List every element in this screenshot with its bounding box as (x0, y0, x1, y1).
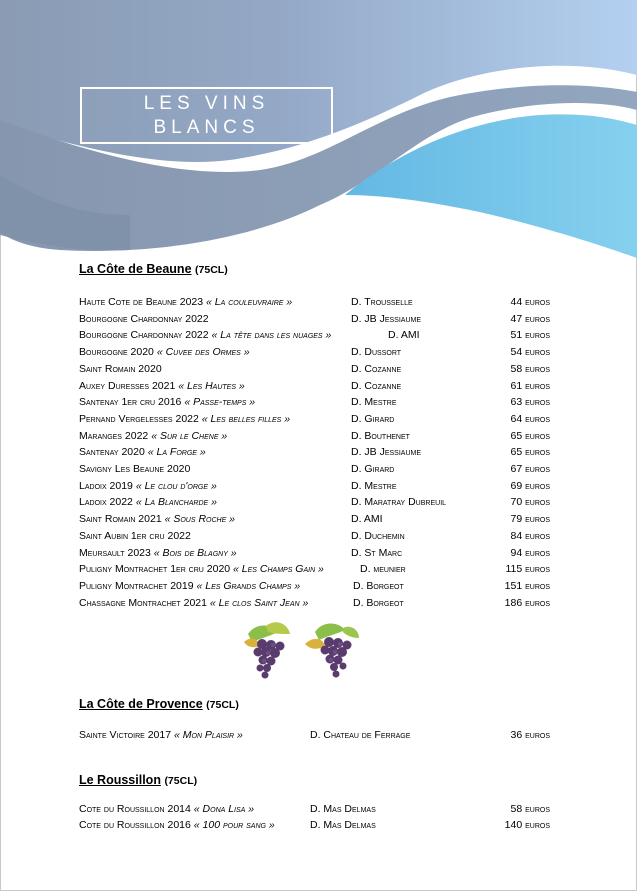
wine-name (79, 729, 243, 741)
wine-row (0, 530, 637, 546)
wine-price: 36 euros (510, 729, 550, 741)
wine-producer: D. Mas Delmas (310, 803, 376, 815)
section-name: La Côte de Provence (79, 697, 203, 711)
wine-name (79, 346, 250, 358)
wine-producer: D. AMI (351, 513, 383, 526)
wine-name (79, 496, 217, 508)
wine-appellation: Maranges 2022 (79, 429, 149, 442)
wine-producer: D. Cozanne (351, 379, 402, 392)
wine-price: 63 euros (510, 396, 550, 409)
wine-price: 70 euros (510, 496, 550, 509)
wine-appellation: Puligny Montrachet 2019 (79, 579, 194, 592)
wine-producer: D. Dussort (351, 346, 402, 359)
wine-name (79, 313, 209, 325)
wine-row (0, 380, 637, 396)
wine-name (79, 296, 292, 308)
wine-name (79, 329, 331, 341)
wine-name (79, 463, 190, 475)
wine-price: 61 euros (510, 379, 550, 392)
wine-row (0, 329, 637, 345)
wine-price: 44 euros (510, 296, 550, 308)
wine-price: 47 euros (510, 312, 550, 325)
wine-cuvee: « Dona Lisa » (193, 803, 255, 815)
wine-producer: D. Mestre (351, 396, 397, 409)
wine-producer: D. Cozanne (351, 362, 402, 375)
grape-cluster-icon (303, 618, 363, 682)
wine-producer: D. Bouthenet (351, 429, 410, 442)
wine-price: 64 euros (510, 412, 550, 425)
wine-producer: D. Borgeot (353, 596, 404, 609)
wine-cuvee: « Les Grands Champs » (196, 579, 301, 592)
wine-row (0, 580, 637, 596)
wine-appellation: Saint Romain 2020 (79, 362, 162, 375)
wine-appellation: Auxey Duresses 2021 (79, 379, 176, 392)
wine-cuvee: « Mon Plaisir » (174, 729, 243, 741)
wine-row (0, 313, 637, 329)
wine-producer: D. Chateau de Ferrage (310, 729, 411, 741)
wine-producer: D. Girard (351, 412, 395, 425)
wine-name (79, 380, 245, 392)
wine-cuvee: « Cuvee des Ormes » (156, 346, 250, 359)
wine-price: 94 euros (510, 546, 550, 559)
grape-cluster-icon (238, 618, 298, 682)
title-line-2: BLANCS (153, 116, 260, 138)
wine-row (0, 563, 637, 579)
wine-appellation: Ladoix 2022 (79, 496, 133, 509)
wine-producer: D. St Marc (351, 546, 403, 559)
wine-row (0, 729, 637, 745)
wine-name (79, 580, 300, 592)
wine-producer: D. Mas Delmas (310, 819, 376, 831)
wine-row (0, 413, 637, 429)
section-bottle-size: (75CL) (195, 264, 228, 276)
wine-appellation: Cote du Roussillon 2016 (79, 819, 191, 831)
section-bottle-size: (75CL) (206, 699, 239, 711)
wine-appellation: Ladoix 2019 (79, 479, 133, 492)
wine-producer: D. Trousselle (351, 296, 413, 308)
wine-producer: D. JB Jessiaume (351, 312, 422, 325)
wine-appellation: Saint Romain 2021 (79, 513, 162, 526)
wine-cuvee: « Bois de Blagny » (153, 546, 237, 559)
wine-row (0, 803, 637, 819)
section-bottle-size: (75CL) (164, 775, 198, 787)
wine-row (0, 496, 637, 512)
wine-name (79, 597, 308, 609)
wine-appellation: Meursault 2023 (79, 546, 151, 559)
wine-row (0, 463, 637, 479)
title-box (80, 87, 333, 144)
wine-price: 79 euros (510, 513, 550, 526)
section-heading (79, 773, 197, 787)
wine-producer: D. AMI (388, 329, 420, 342)
title-line-1: LES VINS (143, 92, 270, 114)
wine-row (0, 430, 637, 446)
section-heading (79, 262, 228, 276)
wine-row (0, 547, 637, 563)
wine-cuvee: « La couleuvraire » (206, 296, 293, 308)
wine-price: 115 euros (505, 563, 550, 576)
wine-row (0, 446, 637, 462)
wine-name (79, 563, 324, 575)
wine-price: 65 euros (510, 446, 550, 459)
wine-price: 58 euros (510, 362, 550, 375)
wine-name (79, 513, 235, 525)
wine-price: 58 euros (510, 803, 550, 815)
wine-cuvee: « 100 pour sang » (193, 819, 275, 831)
wine-row (0, 513, 637, 529)
wine-price: 65 euros (510, 429, 550, 442)
wine-row (0, 819, 637, 835)
wine-cuvee: « La tête dans les nuages » (211, 329, 332, 342)
wine-cuvee: « Les Hautes » (178, 379, 245, 392)
wine-row (0, 296, 637, 312)
wine-price: 54 euros (510, 346, 550, 359)
wine-cuvee: « La Forge » (147, 446, 206, 459)
wine-cuvee: « Sous Roche » (164, 513, 236, 526)
wine-name (79, 480, 217, 492)
wine-cuvee: « Passe-temps » (184, 396, 256, 409)
wine-name (79, 819, 275, 831)
wine-appellation: Bourgogne 2020 (79, 346, 154, 359)
wine-name (79, 363, 162, 375)
wine-name (79, 396, 255, 408)
wine-appellation: Chassagne Montrachet 2021 (79, 596, 207, 609)
wine-row (0, 363, 637, 379)
wine-row (0, 346, 637, 362)
wine-cuvee: « Le clou d'orge » (135, 479, 217, 492)
wine-name (79, 530, 191, 542)
wine-price: 69 euros (510, 479, 550, 492)
wine-appellation: Santenay 2020 (79, 446, 145, 459)
wine-name (79, 430, 227, 442)
wine-appellation: Bourgogne Chardonnay 2022 (79, 329, 209, 342)
wine-name (79, 803, 254, 815)
wine-price: 186 euros (504, 596, 550, 609)
wine-cuvee: « Les belles filles » (201, 412, 291, 425)
section-heading (79, 697, 239, 711)
wine-name (79, 413, 290, 425)
wine-cuvee: « Sur le Chene » (151, 429, 228, 442)
wine-appellation: Sainte Victoire 2017 (79, 729, 172, 741)
wine-name (79, 547, 237, 559)
wine-cuvee: « La Blancharde » (135, 496, 217, 509)
wine-row (0, 597, 637, 613)
section-name: Le Roussillon (79, 773, 161, 787)
wine-cuvee: « Les Champs Gain » (233, 563, 324, 576)
wine-name (79, 446, 206, 458)
wine-producer: D. Girard (351, 463, 395, 475)
wine-producer: D. Maratray Dubreuil (351, 496, 447, 509)
wine-appellation: Puligny Montrachet 1er cru 2020 (79, 563, 231, 576)
wine-producer: D. Duchemin (351, 529, 405, 542)
section-name: La Côte de Beaune (79, 262, 192, 276)
wine-producer: D. JB Jessiaume (351, 446, 422, 459)
wine-price: 140 euros (504, 819, 550, 831)
wine-price: 51 euros (510, 329, 550, 342)
wine-appellation: Cote du Roussillon 2014 (79, 803, 191, 815)
wine-producer: D. Mestre (351, 479, 397, 492)
wine-row (0, 480, 637, 496)
wine-appellation: Pernand Vergelesses 2022 (79, 412, 199, 425)
wine-appellation: Santenay 1er cru 2016 (79, 396, 182, 409)
wine-producer: D. Borgeot (353, 579, 404, 592)
wine-price: 151 euros (504, 579, 550, 592)
wine-price: 67 euros (510, 463, 550, 475)
wine-row (0, 396, 637, 412)
wine-price: 84 euros (510, 529, 550, 542)
wine-appellation: Saint Aubin 1er cru 2022 (79, 529, 191, 542)
wine-cuvee: « Le clos Saint Jean » (209, 596, 309, 609)
wine-appellation: Savigny Les Beaune 2020 (79, 463, 191, 475)
wine-appellation: Haute Cote de Beaune 2023 (79, 296, 204, 308)
wine-producer: D. meunier (360, 563, 406, 576)
wine-appellation: Bourgogne Chardonnay 2022 (79, 312, 209, 325)
